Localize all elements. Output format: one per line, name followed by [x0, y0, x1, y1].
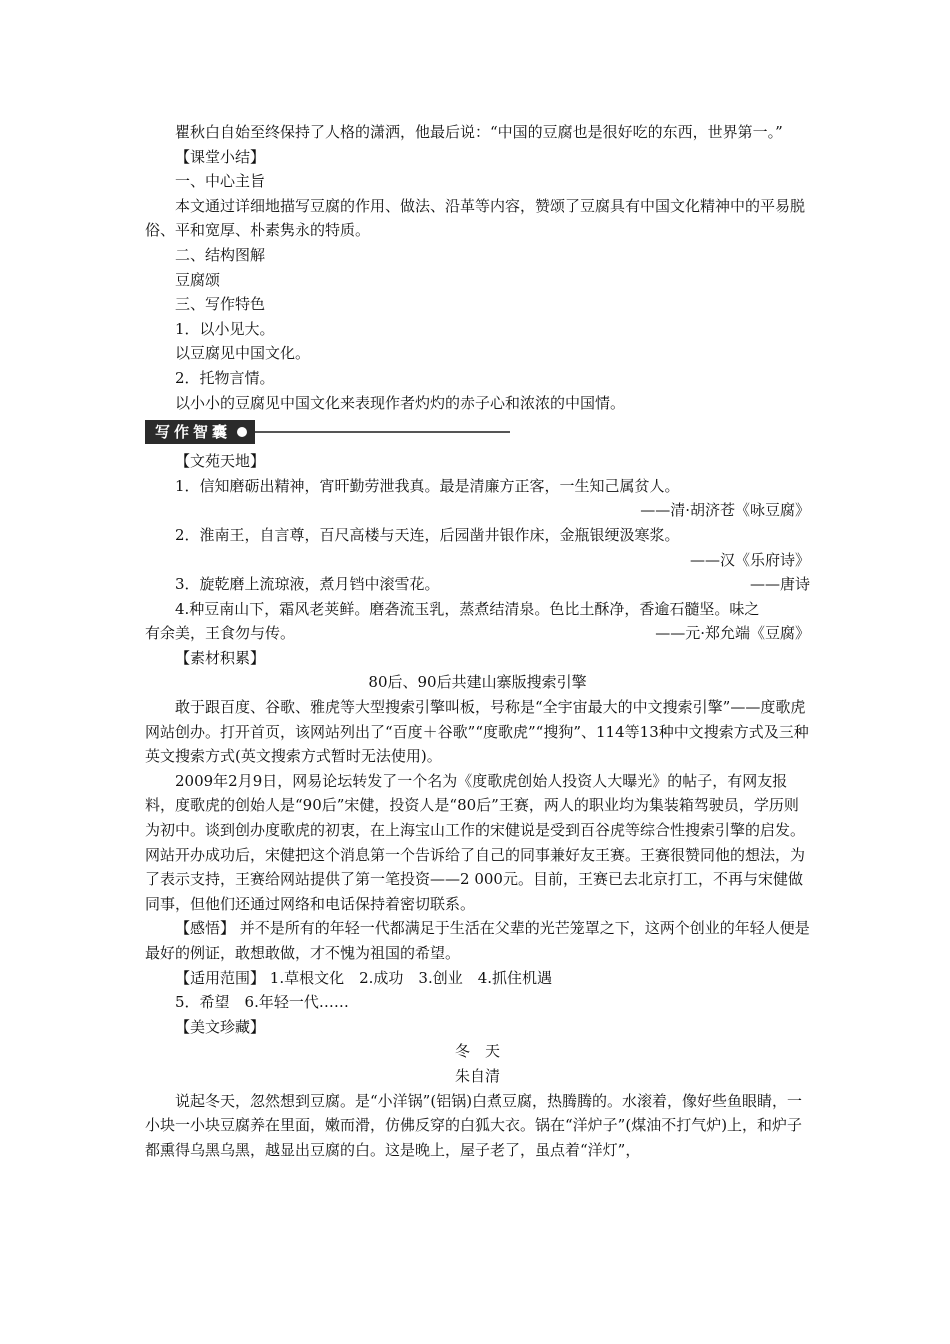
- ganwu-text: 并不是所有的年轻一代都满足于生活在父辈的光芒笼罩之下，这两个创业的年轻人便是最好的例证，敢想敢做，才不愧为祖国的希望。: [145, 919, 810, 962]
- quote4-source: ——元·郑允端《豆腐》: [655, 624, 810, 643]
- quote2: 2．淮南王，自言尊，百尺高楼与天连，后园凿井银作床，金瓶银绠汲寒浆。: [175, 525, 680, 544]
- banner-label-box: [145, 420, 255, 444]
- wenyuan-heading: 【文苑天地】: [175, 452, 266, 471]
- banner-label: 写作智囊: [155, 422, 232, 441]
- quote3-row: [145, 572, 810, 597]
- fanwei-label: 【适用范围】: [175, 968, 266, 987]
- banner-rule: [255, 431, 510, 433]
- summary-section2-title: 二、结构图解: [175, 245, 266, 264]
- ganwu-paragraph: [145, 916, 810, 965]
- fanwei-line: [145, 966, 810, 991]
- summary-section1-title: 一、中心主旨: [175, 172, 266, 191]
- sucai-paragraph1: 敢于跟百度、谷歌、雅虎等大型搜索引擎叫板，号称是“全宇宙最大的中文搜索引擎”——度歌虎网站创办。打开首页，该网站列出了“百度＋谷歌”“度歌虎”“搜狗”、114等13种中文搜索方式及三种英文搜索方式(英文搜索方式暂时无法使用)。: [145, 698, 809, 766]
- banner-dot-icon: [237, 427, 247, 437]
- quote4-line1: 4.种豆南山下，霜风老荚鲜。磨砻流玉乳，蒸煮结清泉。色比土酥净，香逾石髓坚。味之: [175, 599, 760, 618]
- quote4-row: [145, 621, 810, 646]
- quote1-source: ——清·胡济苍《咏豆腐》: [640, 501, 810, 520]
- summary-section1-text: 本文通过详细地描写豆腐的作用、做法、沿革等内容，赞颂了豆腐具有中国文化精神中的平易脱俗、平和宽厚、朴素隽永的特质。: [145, 196, 806, 240]
- quote3: 3．旋乾磨上流琼液，煮月铛中滚雪花。: [175, 575, 440, 594]
- summary-section3-title: 三、写作特色: [175, 295, 266, 314]
- quote2-source: ——汉《乐府诗》: [689, 550, 810, 569]
- sucai-paragraph2: 2009年2月9日，网易论坛转发了一个名为《度歌虎创始人投资人大曝光》的帖子，有网友报料，度歌虎的创始人是“90后”宋健，投资人是“80后”王赛，两人的职业均为集装箱驾驶员，学历则为初中。谈到创办度歌虎的初衷，在上海宝山工作的宋健说是受到百谷虎等综合性搜索引擎的启发。网站开办成功后，宋健把这个消息第一个告诉给了自己的同事兼好友王赛。王赛很赞同他的想法，为了表示支持，王赛给网站提供了第一笔投资——2 000元。目前，王赛已去北京打工，不再与宋健做同事，但他们还通过网络和电话保持着密切联系。: [145, 771, 806, 913]
- meiwen-paragraph1: 说起冬天，忽然想到豆腐。是“小洋锅”(铝锅)白煮豆腐，热腾腾的。水滚着，像好些鱼眼睛，一小块一小块豆腐养在里面，嫩而滑，仿佛反穿的白狐大衣。锅在“洋炉子”(煤油不打气炉)上，和炉子都熏得乌黑乌黑，越显出豆腐的白。这是晚上，屋子老了，虽点着“洋灯”，: [145, 1091, 803, 1159]
- fanwei-items: 1.草根文化 2.成功 3.创业 4.抓住机遇: [269, 968, 553, 987]
- quote3-source: ——唐诗: [749, 575, 810, 594]
- summary-item1-text: 以豆腐见中国文化。: [175, 344, 311, 363]
- summary-section2-text: 豆腐颂: [175, 270, 221, 289]
- summary-item2: 2．托物言情。: [175, 368, 275, 387]
- meiwen-title: 冬 天: [454, 1042, 500, 1061]
- ganwu-label: 【感悟】: [175, 919, 236, 938]
- meiwen-heading: 【美文珍藏】: [175, 1017, 266, 1036]
- quote4-line2: 有余美，王食勿与传。: [145, 624, 296, 643]
- section-banner: [145, 415, 810, 449]
- sucai-title: 80后、90后共建山寨版搜索引擎: [368, 673, 587, 692]
- document-body: [145, 120, 810, 1162]
- intro-paragraph: 瞿秋白自始至终保持了人格的潇洒，他最后说：“中国的豆腐也是很好吃的东西，世界第一。”: [175, 123, 783, 141]
- summary-item2-text: 以小小的豆腐见中国文化来表现作者灼灼的赤子心和浓浓的中国情。: [175, 393, 626, 412]
- summary-heading: 【课堂小结】: [175, 147, 266, 166]
- quote1: 1．信知磨砺出精神，宵旰勤劳泄我真。最是清廉方正客，一生知己属贫人。: [175, 476, 680, 495]
- summary-item1: 1．以小见大。: [175, 319, 275, 338]
- fanwei-more: 5．希望 6.年轻一代……: [175, 993, 349, 1012]
- meiwen-author: 朱自清: [454, 1066, 500, 1085]
- sucai-heading: 【素材积累】: [175, 648, 266, 667]
